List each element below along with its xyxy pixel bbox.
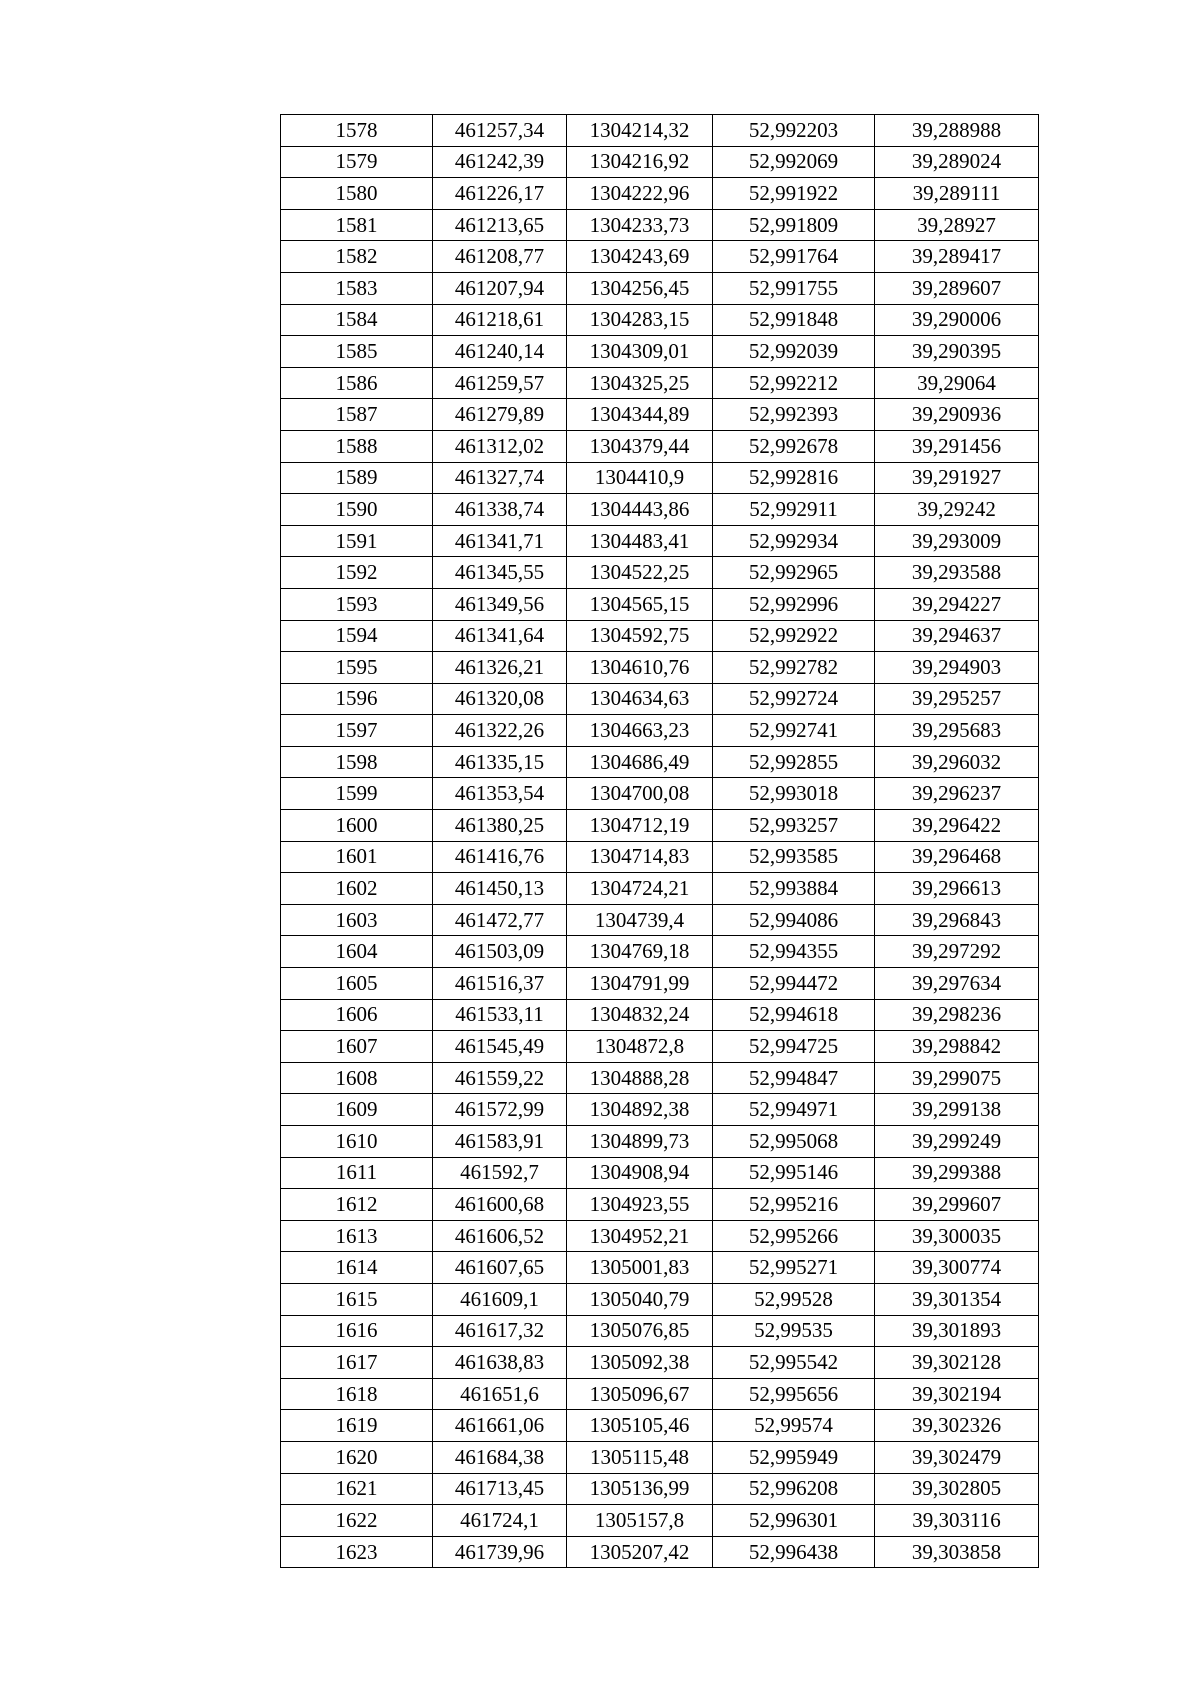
point-number-cell: 1589 <box>281 462 433 494</box>
point-number-cell: 1593 <box>281 588 433 620</box>
x-coordinate-cell: 461450,13 <box>433 873 567 905</box>
longitude-cell: 39,300774 <box>875 1252 1039 1284</box>
longitude-cell: 39,296613 <box>875 873 1039 905</box>
latitude-cell: 52,995266 <box>713 1220 875 1252</box>
y-coordinate-cell: 1305136,99 <box>567 1473 713 1505</box>
x-coordinate-cell: 461583,91 <box>433 1126 567 1158</box>
longitude-cell: 39,290006 <box>875 304 1039 336</box>
latitude-cell: 52,996438 <box>713 1536 875 1568</box>
y-coordinate-cell: 1304872,8 <box>567 1031 713 1063</box>
table-row <box>281 367 1039 399</box>
point-number-cell: 1610 <box>281 1126 433 1158</box>
latitude-cell: 52,99535 <box>713 1315 875 1347</box>
latitude-cell: 52,992203 <box>713 115 875 147</box>
longitude-cell: 39,299388 <box>875 1157 1039 1189</box>
table-row <box>281 588 1039 620</box>
point-number-cell: 1598 <box>281 746 433 778</box>
table-row <box>281 399 1039 431</box>
x-coordinate-cell: 461516,37 <box>433 968 567 1000</box>
longitude-cell: 39,299075 <box>875 1062 1039 1094</box>
x-coordinate-cell: 461257,34 <box>433 115 567 147</box>
latitude-cell: 52,991848 <box>713 304 875 336</box>
x-coordinate-cell: 461606,52 <box>433 1220 567 1252</box>
longitude-cell: 39,294637 <box>875 620 1039 652</box>
table-row <box>281 1283 1039 1315</box>
y-coordinate-cell: 1304769,18 <box>567 936 713 968</box>
coordinates-table <box>280 114 1039 1568</box>
latitude-cell: 52,995068 <box>713 1126 875 1158</box>
x-coordinate-cell: 461600,68 <box>433 1189 567 1221</box>
point-number-cell: 1606 <box>281 999 433 1031</box>
latitude-cell: 52,994086 <box>713 904 875 936</box>
longitude-cell: 39,303116 <box>875 1505 1039 1537</box>
x-coordinate-cell: 461218,61 <box>433 304 567 336</box>
latitude-cell: 52,995949 <box>713 1441 875 1473</box>
latitude-cell: 52,994472 <box>713 968 875 1000</box>
latitude-cell: 52,995271 <box>713 1252 875 1284</box>
y-coordinate-cell: 1304714,83 <box>567 841 713 873</box>
x-coordinate-cell: 461207,94 <box>433 272 567 304</box>
x-coordinate-cell: 461341,64 <box>433 620 567 652</box>
x-coordinate-cell: 461503,09 <box>433 936 567 968</box>
table-row <box>281 1378 1039 1410</box>
point-number-cell: 1600 <box>281 810 433 842</box>
table-row <box>281 557 1039 589</box>
latitude-cell: 52,995656 <box>713 1378 875 1410</box>
latitude-cell: 52,992782 <box>713 652 875 684</box>
table-row <box>281 1315 1039 1347</box>
point-number-cell: 1611 <box>281 1157 433 1189</box>
y-coordinate-cell: 1304663,23 <box>567 715 713 747</box>
longitude-cell: 39,302326 <box>875 1410 1039 1442</box>
x-coordinate-cell: 461279,89 <box>433 399 567 431</box>
longitude-cell: 39,288988 <box>875 115 1039 147</box>
longitude-cell: 39,28927 <box>875 209 1039 241</box>
y-coordinate-cell: 1304892,38 <box>567 1094 713 1126</box>
y-coordinate-cell: 1304739,4 <box>567 904 713 936</box>
x-coordinate-cell: 461559,22 <box>433 1062 567 1094</box>
x-coordinate-cell: 461380,25 <box>433 810 567 842</box>
x-coordinate-cell: 461259,57 <box>433 367 567 399</box>
longitude-cell: 39,297634 <box>875 968 1039 1000</box>
latitude-cell: 52,99574 <box>713 1410 875 1442</box>
point-number-cell: 1584 <box>281 304 433 336</box>
table-row <box>281 272 1039 304</box>
longitude-cell: 39,301893 <box>875 1315 1039 1347</box>
x-coordinate-cell: 461617,32 <box>433 1315 567 1347</box>
longitude-cell: 39,289024 <box>875 146 1039 178</box>
longitude-cell: 39,299138 <box>875 1094 1039 1126</box>
y-coordinate-cell: 1304309,01 <box>567 336 713 368</box>
longitude-cell: 39,300035 <box>875 1220 1039 1252</box>
latitude-cell: 52,995542 <box>713 1347 875 1379</box>
x-coordinate-cell: 461724,1 <box>433 1505 567 1537</box>
point-number-cell: 1588 <box>281 430 433 462</box>
table-row <box>281 1410 1039 1442</box>
longitude-cell: 39,293588 <box>875 557 1039 589</box>
longitude-cell: 39,29242 <box>875 494 1039 526</box>
longitude-cell: 39,302805 <box>875 1473 1039 1505</box>
coordinates-table-body <box>281 115 1039 1568</box>
point-number-cell: 1603 <box>281 904 433 936</box>
point-number-cell: 1615 <box>281 1283 433 1315</box>
longitude-cell: 39,299249 <box>875 1126 1039 1158</box>
latitude-cell: 52,992965 <box>713 557 875 589</box>
table-row <box>281 904 1039 936</box>
longitude-cell: 39,296843 <box>875 904 1039 936</box>
y-coordinate-cell: 1304325,25 <box>567 367 713 399</box>
table-row <box>281 968 1039 1000</box>
table-row <box>281 1189 1039 1221</box>
table-row <box>281 746 1039 778</box>
table-row <box>281 999 1039 1031</box>
y-coordinate-cell: 1304522,25 <box>567 557 713 589</box>
y-coordinate-cell: 1305157,8 <box>567 1505 713 1537</box>
latitude-cell: 52,994355 <box>713 936 875 968</box>
y-coordinate-cell: 1305076,85 <box>567 1315 713 1347</box>
x-coordinate-cell: 461242,39 <box>433 146 567 178</box>
table-row <box>281 1157 1039 1189</box>
y-coordinate-cell: 1304216,92 <box>567 146 713 178</box>
table-row <box>281 1062 1039 1094</box>
table-row <box>281 336 1039 368</box>
latitude-cell: 52,992212 <box>713 367 875 399</box>
x-coordinate-cell: 461312,02 <box>433 430 567 462</box>
latitude-cell: 52,992922 <box>713 620 875 652</box>
table-row <box>281 715 1039 747</box>
point-number-cell: 1607 <box>281 1031 433 1063</box>
x-coordinate-cell: 461684,38 <box>433 1441 567 1473</box>
point-number-cell: 1594 <box>281 620 433 652</box>
x-coordinate-cell: 461345,55 <box>433 557 567 589</box>
table-row <box>281 683 1039 715</box>
point-number-cell: 1591 <box>281 525 433 557</box>
table-row <box>281 146 1039 178</box>
table-row <box>281 936 1039 968</box>
y-coordinate-cell: 1304410,9 <box>567 462 713 494</box>
x-coordinate-cell: 461213,65 <box>433 209 567 241</box>
point-number-cell: 1620 <box>281 1441 433 1473</box>
x-coordinate-cell: 461607,65 <box>433 1252 567 1284</box>
y-coordinate-cell: 1304899,73 <box>567 1126 713 1158</box>
y-coordinate-cell: 1305001,83 <box>567 1252 713 1284</box>
x-coordinate-cell: 461208,77 <box>433 241 567 273</box>
y-coordinate-cell: 1304379,44 <box>567 430 713 462</box>
x-coordinate-cell: 461739,96 <box>433 1536 567 1568</box>
table-row <box>281 778 1039 810</box>
longitude-cell: 39,290936 <box>875 399 1039 431</box>
latitude-cell: 52,992855 <box>713 746 875 778</box>
point-number-cell: 1614 <box>281 1252 433 1284</box>
x-coordinate-cell: 461572,99 <box>433 1094 567 1126</box>
point-number-cell: 1618 <box>281 1378 433 1410</box>
y-coordinate-cell: 1305115,48 <box>567 1441 713 1473</box>
y-coordinate-cell: 1304222,96 <box>567 178 713 210</box>
y-coordinate-cell: 1304344,89 <box>567 399 713 431</box>
y-coordinate-cell: 1304888,28 <box>567 1062 713 1094</box>
point-number-cell: 1613 <box>281 1220 433 1252</box>
latitude-cell: 52,992996 <box>713 588 875 620</box>
point-number-cell: 1608 <box>281 1062 433 1094</box>
point-number-cell: 1587 <box>281 399 433 431</box>
point-number-cell: 1590 <box>281 494 433 526</box>
table-row <box>281 1252 1039 1284</box>
latitude-cell: 52,992039 <box>713 336 875 368</box>
x-coordinate-cell: 461341,71 <box>433 525 567 557</box>
y-coordinate-cell: 1304712,19 <box>567 810 713 842</box>
x-coordinate-cell: 461226,17 <box>433 178 567 210</box>
table-row <box>281 873 1039 905</box>
point-number-cell: 1619 <box>281 1410 433 1442</box>
point-number-cell: 1599 <box>281 778 433 810</box>
x-coordinate-cell: 461240,14 <box>433 336 567 368</box>
longitude-cell: 39,298842 <box>875 1031 1039 1063</box>
point-number-cell: 1617 <box>281 1347 433 1379</box>
x-coordinate-cell: 461327,74 <box>433 462 567 494</box>
longitude-cell: 39,289607 <box>875 272 1039 304</box>
latitude-cell: 52,992724 <box>713 683 875 715</box>
longitude-cell: 39,291927 <box>875 462 1039 494</box>
latitude-cell: 52,992393 <box>713 399 875 431</box>
point-number-cell: 1579 <box>281 146 433 178</box>
longitude-cell: 39,29064 <box>875 367 1039 399</box>
x-coordinate-cell: 461322,26 <box>433 715 567 747</box>
latitude-cell: 52,993585 <box>713 841 875 873</box>
longitude-cell: 39,297292 <box>875 936 1039 968</box>
longitude-cell: 39,302128 <box>875 1347 1039 1379</box>
longitude-cell: 39,298236 <box>875 999 1039 1031</box>
x-coordinate-cell: 461416,76 <box>433 841 567 873</box>
point-number-cell: 1578 <box>281 115 433 147</box>
latitude-cell: 52,992911 <box>713 494 875 526</box>
x-coordinate-cell: 461472,77 <box>433 904 567 936</box>
y-coordinate-cell: 1305040,79 <box>567 1283 713 1315</box>
table-row <box>281 1536 1039 1568</box>
x-coordinate-cell: 461545,49 <box>433 1031 567 1063</box>
point-number-cell: 1621 <box>281 1473 433 1505</box>
x-coordinate-cell: 461320,08 <box>433 683 567 715</box>
table-row <box>281 115 1039 147</box>
longitude-cell: 39,296032 <box>875 746 1039 778</box>
x-coordinate-cell: 461609,1 <box>433 1283 567 1315</box>
x-coordinate-cell: 461353,54 <box>433 778 567 810</box>
y-coordinate-cell: 1304952,21 <box>567 1220 713 1252</box>
longitude-cell: 39,302194 <box>875 1378 1039 1410</box>
point-number-cell: 1623 <box>281 1536 433 1568</box>
point-number-cell: 1583 <box>281 272 433 304</box>
latitude-cell: 52,991755 <box>713 272 875 304</box>
point-number-cell: 1586 <box>281 367 433 399</box>
x-coordinate-cell: 461651,6 <box>433 1378 567 1410</box>
latitude-cell: 52,994971 <box>713 1094 875 1126</box>
longitude-cell: 39,296468 <box>875 841 1039 873</box>
table-row <box>281 494 1039 526</box>
table-row <box>281 178 1039 210</box>
table-row <box>281 1441 1039 1473</box>
x-coordinate-cell: 461661,06 <box>433 1410 567 1442</box>
latitude-cell: 52,991922 <box>713 178 875 210</box>
x-coordinate-cell: 461338,74 <box>433 494 567 526</box>
point-number-cell: 1580 <box>281 178 433 210</box>
y-coordinate-cell: 1304283,15 <box>567 304 713 336</box>
table-row <box>281 1126 1039 1158</box>
y-coordinate-cell: 1304256,45 <box>567 272 713 304</box>
table-row <box>281 1347 1039 1379</box>
latitude-cell: 52,995216 <box>713 1189 875 1221</box>
point-number-cell: 1595 <box>281 652 433 684</box>
longitude-cell: 39,302479 <box>875 1441 1039 1473</box>
latitude-cell: 52,994725 <box>713 1031 875 1063</box>
latitude-cell: 52,994847 <box>713 1062 875 1094</box>
y-coordinate-cell: 1304791,99 <box>567 968 713 1000</box>
latitude-cell: 52,992678 <box>713 430 875 462</box>
y-coordinate-cell: 1304233,73 <box>567 209 713 241</box>
longitude-cell: 39,291456 <box>875 430 1039 462</box>
y-coordinate-cell: 1304832,24 <box>567 999 713 1031</box>
x-coordinate-cell: 461533,11 <box>433 999 567 1031</box>
point-number-cell: 1585 <box>281 336 433 368</box>
y-coordinate-cell: 1305105,46 <box>567 1410 713 1442</box>
y-coordinate-cell: 1304483,41 <box>567 525 713 557</box>
latitude-cell: 52,992741 <box>713 715 875 747</box>
table-row <box>281 430 1039 462</box>
x-coordinate-cell: 461326,21 <box>433 652 567 684</box>
y-coordinate-cell: 1304443,86 <box>567 494 713 526</box>
point-number-cell: 1597 <box>281 715 433 747</box>
longitude-cell: 39,301354 <box>875 1283 1039 1315</box>
table-row <box>281 1505 1039 1537</box>
table-row <box>281 1220 1039 1252</box>
longitude-cell: 39,290395 <box>875 336 1039 368</box>
y-coordinate-cell: 1304908,94 <box>567 1157 713 1189</box>
table-row <box>281 841 1039 873</box>
latitude-cell: 52,992934 <box>713 525 875 557</box>
longitude-cell: 39,289111 <box>875 178 1039 210</box>
y-coordinate-cell: 1304686,49 <box>567 746 713 778</box>
longitude-cell: 39,289417 <box>875 241 1039 273</box>
longitude-cell: 39,296422 <box>875 810 1039 842</box>
latitude-cell: 52,99528 <box>713 1283 875 1315</box>
table-row <box>281 1031 1039 1063</box>
longitude-cell: 39,294227 <box>875 588 1039 620</box>
latitude-cell: 52,994618 <box>713 999 875 1031</box>
longitude-cell: 39,295683 <box>875 715 1039 747</box>
table-row <box>281 1094 1039 1126</box>
table-row <box>281 209 1039 241</box>
latitude-cell: 52,991809 <box>713 209 875 241</box>
table-row <box>281 241 1039 273</box>
table-row <box>281 462 1039 494</box>
longitude-cell: 39,294903 <box>875 652 1039 684</box>
x-coordinate-cell: 461349,56 <box>433 588 567 620</box>
latitude-cell: 52,995146 <box>713 1157 875 1189</box>
longitude-cell: 39,299607 <box>875 1189 1039 1221</box>
x-coordinate-cell: 461713,45 <box>433 1473 567 1505</box>
point-number-cell: 1596 <box>281 683 433 715</box>
y-coordinate-cell: 1304700,08 <box>567 778 713 810</box>
latitude-cell: 52,992069 <box>713 146 875 178</box>
latitude-cell: 52,993018 <box>713 778 875 810</box>
table-row <box>281 304 1039 336</box>
y-coordinate-cell: 1304592,75 <box>567 620 713 652</box>
y-coordinate-cell: 1304610,76 <box>567 652 713 684</box>
latitude-cell: 52,991764 <box>713 241 875 273</box>
point-number-cell: 1582 <box>281 241 433 273</box>
latitude-cell: 52,993257 <box>713 810 875 842</box>
longitude-cell: 39,296237 <box>875 778 1039 810</box>
longitude-cell: 39,293009 <box>875 525 1039 557</box>
point-number-cell: 1622 <box>281 1505 433 1537</box>
point-number-cell: 1616 <box>281 1315 433 1347</box>
point-number-cell: 1609 <box>281 1094 433 1126</box>
y-coordinate-cell: 1304724,21 <box>567 873 713 905</box>
table-row <box>281 652 1039 684</box>
point-number-cell: 1605 <box>281 968 433 1000</box>
table-row <box>281 620 1039 652</box>
point-number-cell: 1592 <box>281 557 433 589</box>
point-number-cell: 1612 <box>281 1189 433 1221</box>
x-coordinate-cell: 461335,15 <box>433 746 567 778</box>
point-number-cell: 1604 <box>281 936 433 968</box>
y-coordinate-cell: 1304923,55 <box>567 1189 713 1221</box>
latitude-cell: 52,996301 <box>713 1505 875 1537</box>
point-number-cell: 1601 <box>281 841 433 873</box>
y-coordinate-cell: 1304634,63 <box>567 683 713 715</box>
y-coordinate-cell: 1305096,67 <box>567 1378 713 1410</box>
table-row <box>281 1473 1039 1505</box>
longitude-cell: 39,295257 <box>875 683 1039 715</box>
table-row <box>281 810 1039 842</box>
y-coordinate-cell: 1304565,15 <box>567 588 713 620</box>
longitude-cell: 39,303858 <box>875 1536 1039 1568</box>
y-coordinate-cell: 1305207,42 <box>567 1536 713 1568</box>
latitude-cell: 52,996208 <box>713 1473 875 1505</box>
x-coordinate-cell: 461592,7 <box>433 1157 567 1189</box>
point-number-cell: 1602 <box>281 873 433 905</box>
latitude-cell: 52,992816 <box>713 462 875 494</box>
y-coordinate-cell: 1304243,69 <box>567 241 713 273</box>
x-coordinate-cell: 461638,83 <box>433 1347 567 1379</box>
y-coordinate-cell: 1305092,38 <box>567 1347 713 1379</box>
latitude-cell: 52,993884 <box>713 873 875 905</box>
point-number-cell: 1581 <box>281 209 433 241</box>
y-coordinate-cell: 1304214,32 <box>567 115 713 147</box>
table-row <box>281 525 1039 557</box>
